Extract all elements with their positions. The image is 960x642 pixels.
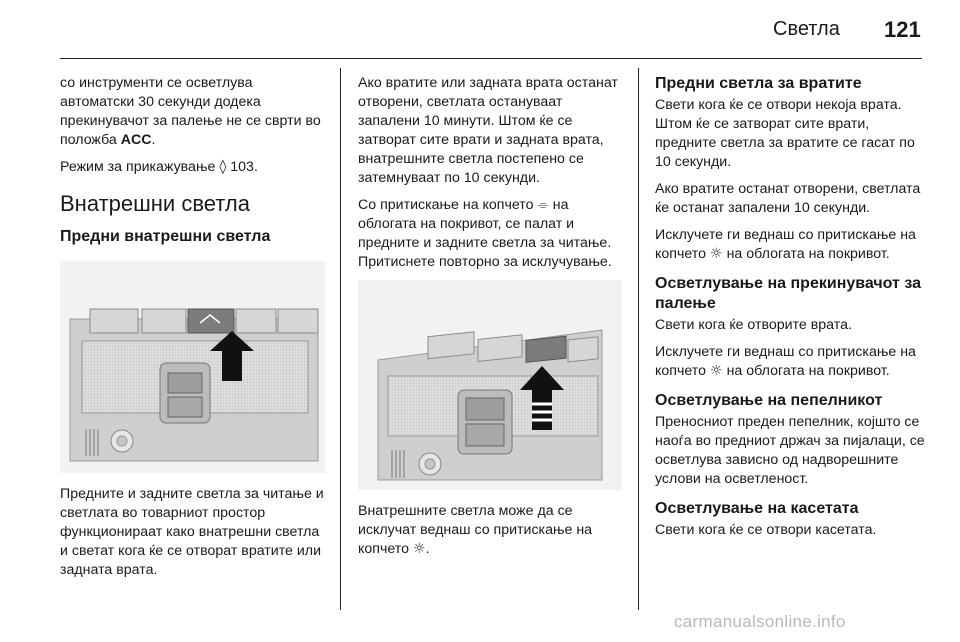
paragraph-display-mode	[60, 158, 325, 177]
column-divider-1	[340, 68, 341, 610]
column-2	[358, 74, 623, 567]
heading-interior-lights: Внатрешни светла	[60, 191, 250, 216]
paragraph-ashtray-lighting: Преносниот преден пепелник, којшто се наоѓа во предниот држач за пијалаци, се осветлува зависно од надворешните услови на осветленост.	[655, 414, 925, 487]
light-off-icon: ☼	[709, 246, 723, 262]
heading-door-lights: Предни светла за вратите	[655, 75, 862, 92]
paragraph-acc	[60, 74, 325, 150]
paragraph-doors-remain-open: Ако вратите останат отворени, светлата ќе останат запалени 10 секунди.	[655, 181, 921, 216]
column-1	[60, 74, 325, 588]
heading-ignition-lighting: Осветлување на прекинувачот за палење	[655, 275, 921, 312]
paragraph-switch-off-door	[655, 226, 925, 264]
heading-front-interior-lights: Предни внатрешни светла	[60, 228, 271, 245]
text: на облогата на покривот.	[722, 363, 890, 379]
text: .	[151, 132, 156, 148]
text: на облогата на покривот.	[722, 246, 890, 262]
watermark: carmanualsonline.info	[674, 612, 846, 631]
paragraph-ignition-lighting: Свети кога ќе отворите врата.	[655, 317, 852, 333]
page-number: 121	[884, 17, 921, 42]
column-3	[655, 74, 925, 548]
reading-light-icon: ⌯	[537, 197, 549, 213]
text: 103.	[226, 159, 258, 175]
acc-label: ACC	[120, 132, 152, 148]
page-ref-icon: ◊	[219, 159, 227, 175]
text: .	[425, 541, 430, 557]
heading-ashtray-lighting: Осветлување на пепелникот	[655, 392, 883, 409]
paragraph-press-button	[358, 196, 623, 272]
text: со инструменти се осветлува автоматски 30 секунди додека прекинувачот за палење не се сврти во положба	[60, 75, 321, 148]
paragraph-door-lights: Свети кога ќе се отвори некоја врата. Штом ќе се затворат сите врати, предните светла за вратите се гасат по 10 секунди.	[655, 97, 915, 170]
text: Со притискање на копчето	[358, 197, 538, 213]
column-divider-2	[638, 68, 639, 610]
light-off-icon: ☼	[412, 541, 426, 557]
paragraph-switch-off-ignition	[655, 343, 925, 381]
roof-console-illustration-1	[60, 261, 325, 473]
text: Режим за прикажување	[60, 159, 220, 175]
text: Исклучете ги веднаш со притискање на копчето	[655, 344, 916, 379]
section-title: Светла	[773, 18, 840, 40]
text: на облогата на покривот, се палат и предните и задните светла за читање. Притиснете повторно за исклучување.	[358, 197, 612, 270]
paragraph-reading-lights: Предните и задните светла за читање и светлата во товарниот простор функционираат како внатрешни светла и светат кога ќе се отворат вратите или задната врата.	[60, 486, 324, 578]
header-rule	[60, 58, 922, 59]
heading-cassette-lighting: Осветлување на касетата	[655, 500, 859, 517]
light-off-icon: ☼	[709, 363, 723, 379]
paragraph-doors-open: Ако вратите или задната врата останат отворени, светлата остануваат запалени 10 минути. Штом ќе се затворат сите врати и задната врата, внатрешните светла постепено се затемнуваат по 10 секунди.	[358, 75, 618, 186]
roof-console-illustration-2	[358, 280, 622, 490]
paragraph-cassette-lighting: Свети кога ќе се отвори касетата.	[655, 522, 877, 538]
text: Исклучете ги веднаш со притискање на копчето	[655, 227, 916, 262]
text: Внатрешните светла може да се исклучат веднаш со притискање на копчето	[358, 503, 593, 557]
page-header	[0, 0, 960, 60]
paragraph-switch-off	[358, 502, 623, 559]
